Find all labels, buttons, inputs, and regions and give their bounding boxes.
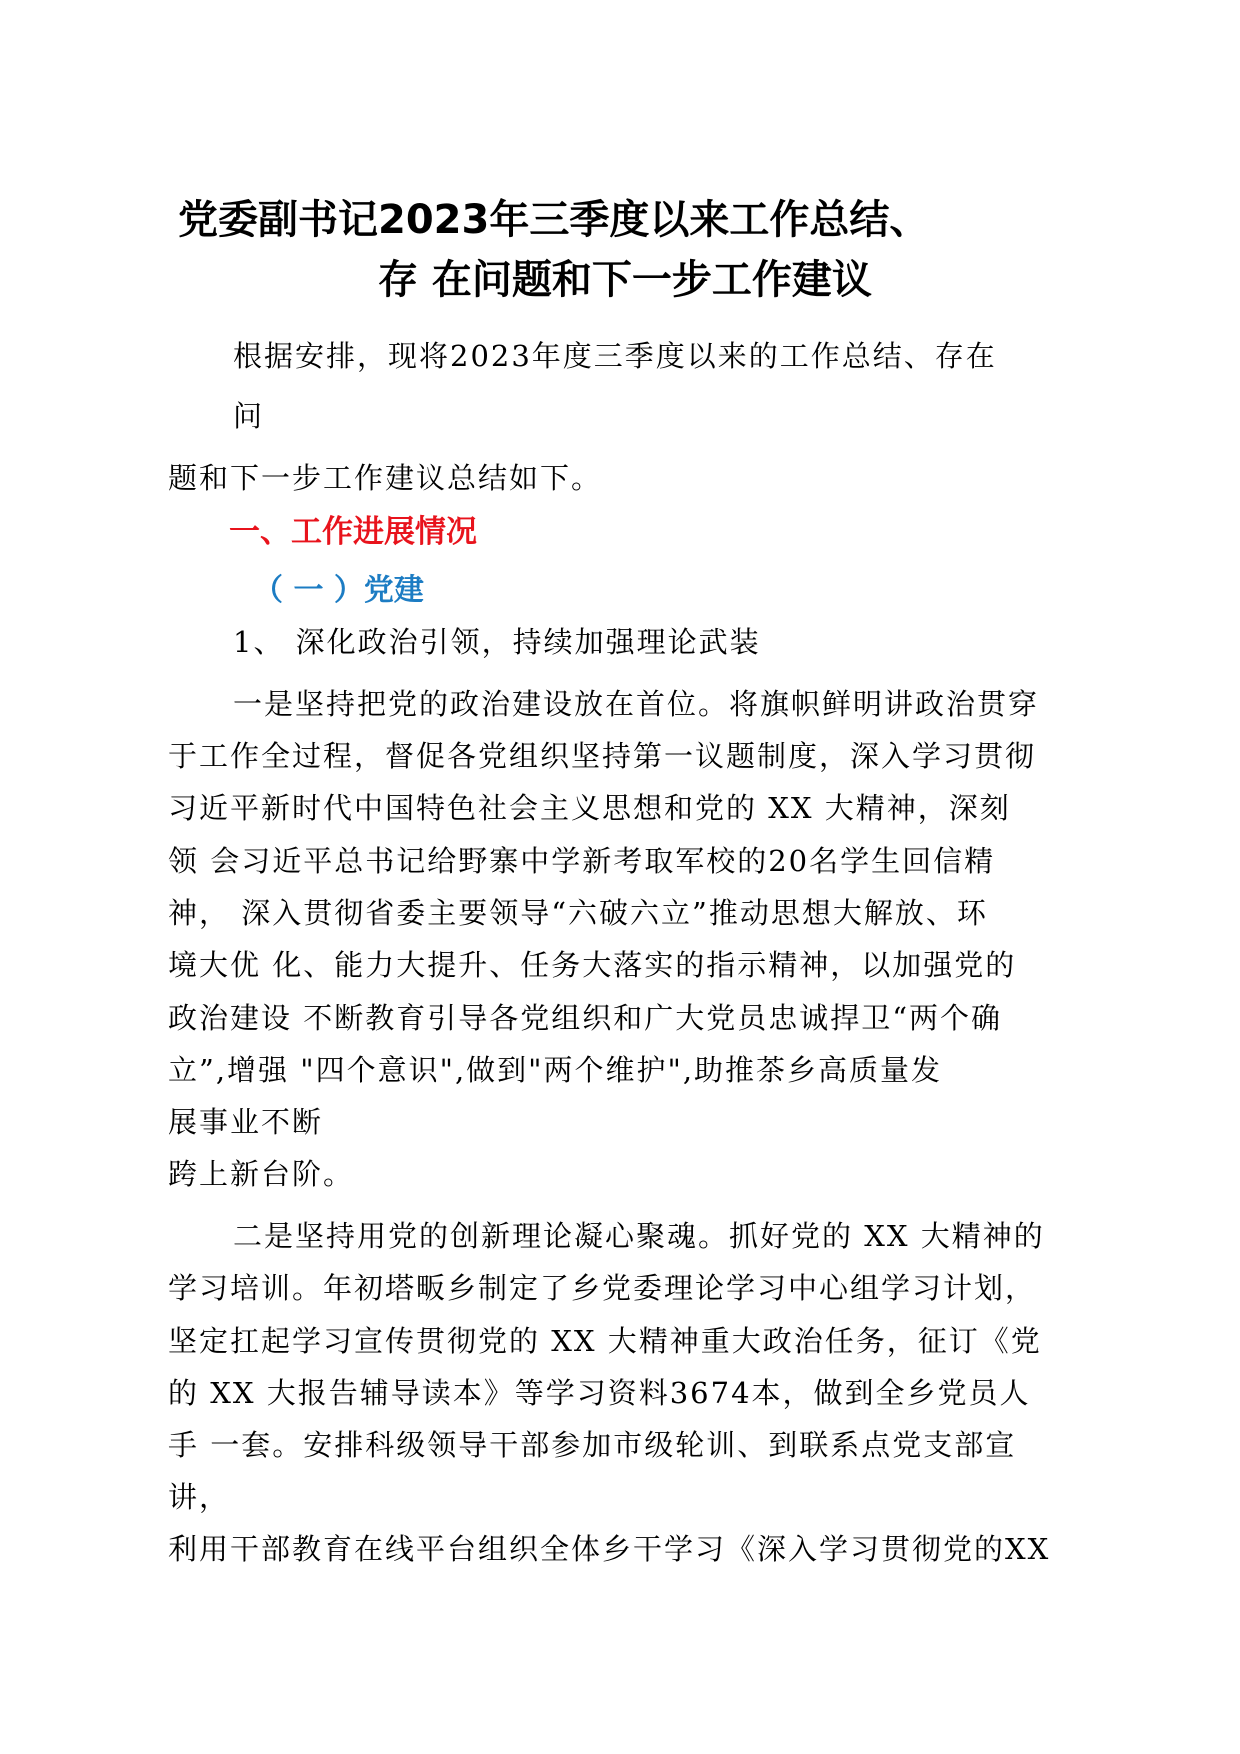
paragraph-1-line: 展事业不断 [168, 1105, 324, 1139]
paragraph-2-line: 学习培训。年初塔畈乡制定了乡党委理论学习中心组学习计划， [168, 1271, 1037, 1305]
paragraph-1-line: 政治建设 不断教育引导各党组织和广大党员忠诚捍卫“两个确 [168, 1001, 1003, 1035]
subsection-heading-party-building: （ 一 ）党建 [253, 573, 424, 608]
paragraph-1-line: 神， 深入贯彻省委主要领导“六破六立”推动思想大解放、环 [168, 896, 988, 930]
section-heading-work-progress: 一、工作进展情况 [229, 514, 477, 550]
paragraph-1-line: 一是坚持把党的政治建设放在首位。将旗帜鲜明讲政治贯穿 [233, 687, 1040, 721]
paragraph-2-line: 坚定扛起学习宣传贯彻党的 XX 大精神重大政治任务，征订《党 [168, 1324, 1042, 1358]
document-title-line-2: 存 在问题和下一步工作建议 [378, 257, 872, 303]
intro-line-3: 题和下一步工作建议总结如下。 [168, 461, 603, 495]
intro-line-1: 根据安排，现将2023年度三季度以来的工作总结、存在 [233, 339, 997, 373]
item-heading-political-guidance: 1、 深化政治引领，持续加强理论武装 [233, 625, 761, 659]
paragraph-1-line: 跨上新台阶。 [168, 1157, 355, 1191]
paragraph-2-line: 二是坚持用党的创新理论凝心聚魂。抓好党的 XX 大精神的 [233, 1219, 1045, 1253]
document-title-line-1: 党委副书记2023年三季度以来工作总结、 [178, 197, 930, 243]
paragraph-2-line: 的 XX 大报告辅导读本》等学习资料3674本，做到全乡党员人 [168, 1376, 1031, 1410]
paragraph-2-line: 利用干部教育在线平台组织全体乡干学习《深入学习贯彻党的XX [168, 1532, 1051, 1566]
paragraph-1-line: 境大优 化、能力大提升、任务大落实的指示精神，以加强党的 [168, 948, 1017, 982]
paragraph-1-line: 习近平新时代中国特色社会主义思想和党的 XX 大精神，深刻 [168, 791, 1011, 825]
paragraph-2-line: 讲， [168, 1480, 231, 1514]
intro-line-2: 问 [233, 399, 265, 433]
paragraph-2-line: 手 一套。安排科级领导干部参加市级轮训、到联系点党支部宣 [168, 1428, 1017, 1462]
paragraph-1-line: 领 会习近平总书记给野寨中学新考取军校的20名学生回信精 [168, 844, 996, 878]
paragraph-1-line: 立”,增强 "四个意识",做到"两个维护",助推茶乡高质量发 [168, 1053, 943, 1087]
paragraph-1-line: 于工作全过程，督促各党组织坚持第一议题制度，深入学习贯彻 [168, 739, 1037, 773]
